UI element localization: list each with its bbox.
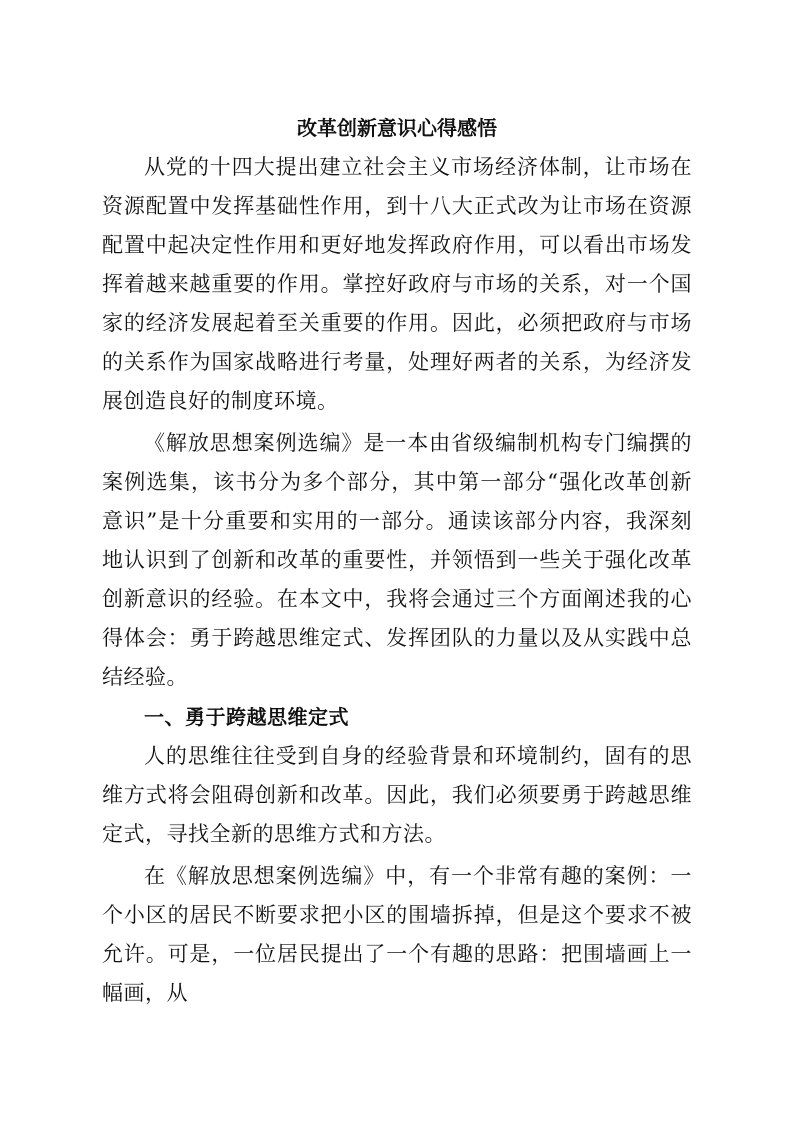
section1-paragraph-1: 人的思维往往受到自身的经验背景和环境制约，固有的思维方式将会阻碍创新和改革。因此，我们必须要勇于跨越思维定式，寻找全新的思维方式和方法。 [102, 744, 692, 846]
section-heading-1: 一、勇于跨越思维定式 [144, 705, 349, 729]
document-title: 改革创新意识心得感悟 [297, 116, 497, 140]
body-paragraph-1: 从党的十四大提出建立社会主义市场经济体制，让市场在资源配置中发挥基础性作用，到十八大正式改为让市场在资源配置中起决定性作用和更好地发挥政府作用，可以看出市场发挥着越来越重要的作用。掌控好政府与市场的关系，对一个国家的经济发展起着至关重要的作用。因此，必须把政府与市场的关系作为国家战略进行考量，处理好两者的关系，为经济发展创造良好的制度环境。 [102, 155, 692, 413]
body-paragraph-2: 《解放思想案例选编》是一本由省级编制机构专门编撰的案例选集，该书分为多个部分，其中第一部分“强化改革创新意识”是十分重要和实用的一部分。通读该部分内容，我深刻地认识到了创新和改革的重要性，并领悟到一些关于强化改革创新意识的经验。在本文中，我将会通过三个方面阐述我的心得体会：勇于跨越思维定式、发挥团队的力量以及从实践中总结经验。 [102, 431, 692, 689]
document-page [102, 108, 692, 1013]
section1-paragraph-2: 在《解放思想案例选编》中，有一个非常有趣的案例：一个小区的居民不断要求把小区的围墙拆掉，但是这个要求不被允许。可是，一位居民提出了一个有趣的思路：把围墙画上一幅画，从 [102, 864, 692, 1005]
